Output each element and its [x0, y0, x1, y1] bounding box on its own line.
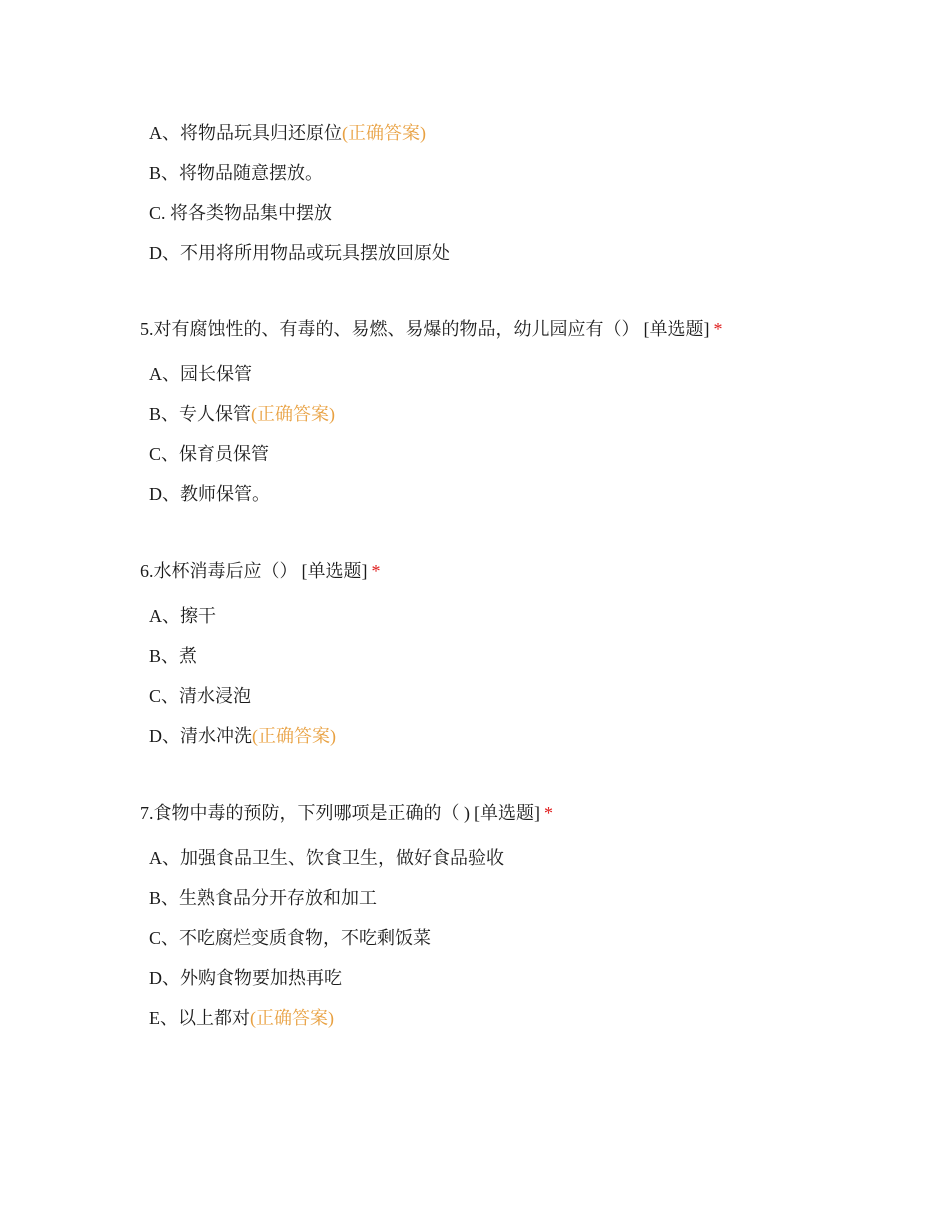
- q6-option-b[interactable]: [149, 644, 197, 668]
- q6-option-a[interactable]: [149, 604, 216, 628]
- option-text: B、生熟食品分开存放和加工: [149, 888, 378, 908]
- q7-option-c[interactable]: [149, 926, 431, 950]
- question-text: 5.对有腐蚀性的、有毒的、易燃、易爆的物品，幼儿园应有（）: [140, 319, 640, 339]
- q7-title: [140, 801, 553, 825]
- option-text: A、擦干: [149, 606, 216, 626]
- option-text: B、专人保管: [149, 404, 252, 424]
- q4-option-d[interactable]: [149, 241, 450, 265]
- correct-answer-mark: (正确答案): [342, 123, 426, 143]
- required-marker: *: [544, 803, 553, 823]
- q7-option-b[interactable]: [149, 886, 377, 910]
- option-text: C. 将各类物品集中摆放: [149, 203, 333, 223]
- option-text: A、加强食品卫生、饮食卫生，做好食品验收: [149, 848, 504, 868]
- q7-option-d[interactable]: [149, 966, 342, 990]
- option-text: C、不吃腐烂变质食物，不吃剩饭菜: [149, 928, 432, 948]
- q6-option-d[interactable]: [149, 724, 336, 748]
- option-text: C、清水浸泡: [149, 686, 252, 706]
- q5-option-a[interactable]: [149, 362, 252, 386]
- option-text: D、不用将所用物品或玩具摆放回原处: [149, 243, 450, 263]
- q5-option-c[interactable]: [149, 442, 269, 466]
- q5-option-b[interactable]: [149, 402, 335, 426]
- option-text: D、外购食物要加热再吃: [149, 968, 342, 988]
- q7-option-e[interactable]: [149, 1006, 334, 1030]
- correct-answer-mark: (正确答案): [250, 1008, 334, 1028]
- q4-option-c[interactable]: [149, 201, 332, 225]
- option-text: D、教师保管。: [149, 484, 270, 504]
- option-text: B、将物品随意摆放。: [149, 163, 324, 183]
- q5-option-d[interactable]: [149, 482, 270, 506]
- correct-answer-mark: (正确答案): [251, 404, 336, 424]
- option-text: C、保育员保管: [149, 444, 270, 464]
- q4-option-a[interactable]: [149, 121, 426, 145]
- q4-option-b[interactable]: [149, 161, 323, 185]
- question-text: 6.水杯消毒后应（）: [140, 561, 298, 581]
- question-text: 7.食物中毒的预防，下列哪项是正确的（ ): [140, 803, 470, 823]
- required-marker: *: [713, 319, 723, 339]
- correct-answer-mark: (正确答案): [252, 726, 336, 746]
- q5-title: [140, 317, 723, 341]
- question-type: [单选题]: [301, 561, 368, 581]
- option-text: A、园长保管: [149, 364, 252, 384]
- q7-option-a[interactable]: [149, 846, 504, 870]
- option-text: B、煮: [149, 646, 198, 666]
- option-text: A、将物品玩具归还原位: [149, 123, 342, 143]
- q6-option-c[interactable]: [149, 684, 251, 708]
- question-type: [单选题]: [474, 803, 540, 823]
- option-text: E、以上都对: [149, 1008, 250, 1028]
- question-type: [单选题]: [643, 319, 710, 339]
- option-text: D、清水冲洗: [149, 726, 252, 746]
- q6-title: [140, 559, 381, 583]
- required-marker: *: [371, 561, 381, 581]
